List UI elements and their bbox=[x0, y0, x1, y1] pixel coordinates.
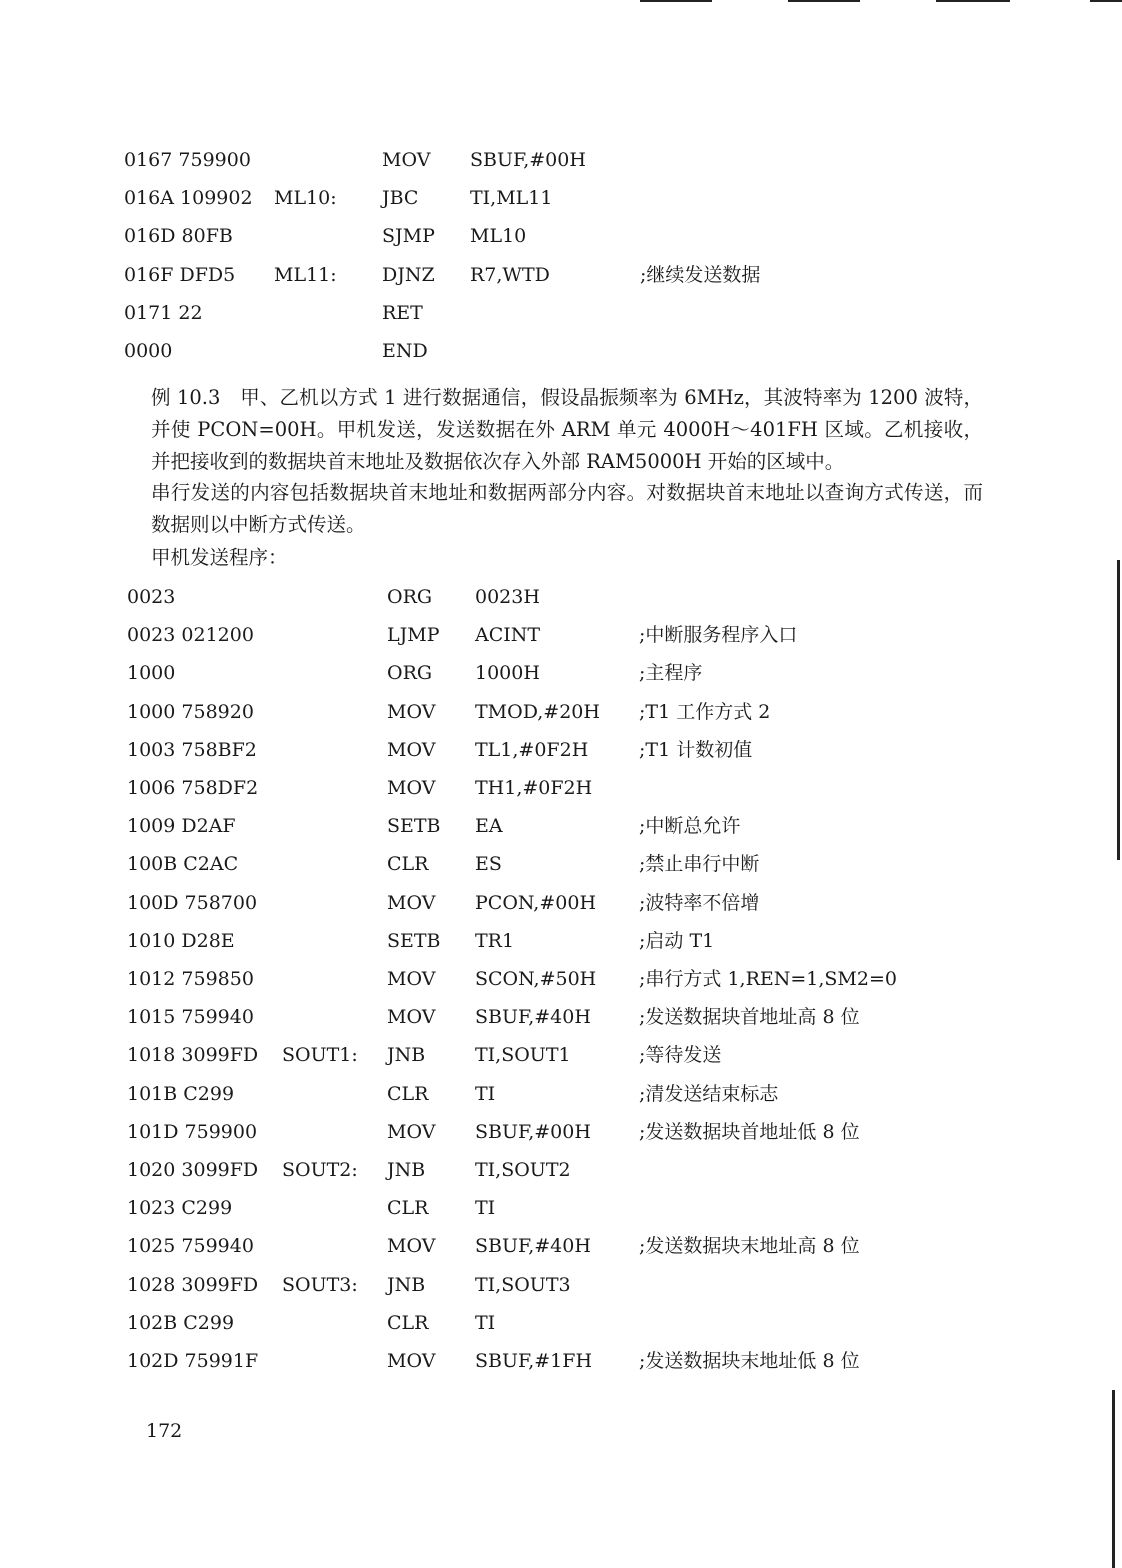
code-comment: ;中断服务程序入口 bbox=[639, 624, 798, 647]
code-line bbox=[127, 811, 987, 841]
code-operand: PCON,#00H bbox=[475, 891, 597, 914]
code-mnemonic: END bbox=[382, 340, 428, 362]
code-label: ML11: bbox=[274, 263, 337, 286]
code-line bbox=[127, 773, 987, 803]
code-line bbox=[127, 1346, 987, 1376]
code-address: 102D 75991F bbox=[127, 1350, 259, 1372]
code-line bbox=[127, 849, 987, 879]
code-operand: TI bbox=[475, 1197, 496, 1220]
code-address: 0023 bbox=[127, 586, 176, 608]
code-address: 016D 80FB bbox=[124, 225, 233, 248]
code-address: 1010 D28E bbox=[127, 929, 235, 952]
code-operand: SBUF,#40H bbox=[475, 1235, 591, 1258]
code-operand: TI,SOUT2 bbox=[475, 1159, 571, 1181]
code-line bbox=[127, 658, 987, 688]
code-line bbox=[127, 697, 987, 727]
code-operand: SBUF,#00H bbox=[470, 149, 586, 171]
code-address: 0167 759900 bbox=[124, 149, 251, 171]
code-mnemonic: MOV bbox=[387, 777, 436, 799]
code-comment: ;发送数据块首地址低 8 位 bbox=[639, 1120, 860, 1143]
code-address: 101B C299 bbox=[127, 1082, 235, 1105]
code-line bbox=[124, 145, 984, 175]
code-comment: ;T1 工作方式 2 bbox=[639, 700, 771, 723]
code-line bbox=[127, 1308, 987, 1338]
code-line bbox=[127, 1155, 987, 1185]
code-label: ML10: bbox=[274, 187, 337, 210]
binding-edge bbox=[1117, 560, 1120, 860]
code-address: 0000 bbox=[124, 340, 173, 362]
code-label: SOUT3: bbox=[282, 1273, 358, 1296]
example-paragraph bbox=[113, 382, 983, 478]
code-comment: ;等待发送 bbox=[639, 1044, 722, 1067]
code-line bbox=[124, 183, 984, 213]
code-mnemonic: LJMP bbox=[387, 624, 440, 647]
code-comment: ;继续发送数据 bbox=[640, 263, 761, 286]
code-line bbox=[127, 735, 987, 765]
code-operand: TI,ML11 bbox=[470, 187, 553, 210]
code-line bbox=[127, 926, 987, 956]
program-heading-text: 甲机发送程序： bbox=[151, 546, 288, 569]
code-address: 1020 3099FD bbox=[127, 1159, 259, 1181]
code-mnemonic: RET bbox=[382, 301, 423, 324]
code-mnemonic: SETB bbox=[387, 929, 441, 952]
code-mnemonic: CLR bbox=[387, 1197, 429, 1220]
code-address: 1015 759940 bbox=[127, 1006, 254, 1029]
code-line bbox=[127, 1193, 987, 1223]
code-mnemonic: SJMP bbox=[382, 225, 435, 248]
example-text: 例 10.3 甲、乙机以方式 1 进行数据通信，假设晶振频率为 6MHz，其波特率为 1200 波特，并使 PCON=00H。甲机发送，发送数据在外 ARM 单元 4000H～401FH 区域。乙机接收，并把接收到的数据块首末地址及数据依次存入外部 RAM5000H 开始的区域中。 bbox=[151, 386, 983, 473]
code-address: 1009 D2AF bbox=[127, 815, 236, 838]
code-address: 1025 759940 bbox=[127, 1235, 254, 1258]
code-mnemonic: JNB bbox=[387, 1044, 426, 1067]
code-operand: EA bbox=[475, 815, 503, 838]
code-operand: TI bbox=[475, 1082, 496, 1105]
code-mnemonic: ORG bbox=[387, 662, 433, 685]
code-comment: ;禁止串行中断 bbox=[639, 853, 760, 876]
code-mnemonic: CLR bbox=[387, 853, 429, 876]
code-label: SOUT2: bbox=[282, 1159, 358, 1181]
code-line bbox=[124, 221, 984, 251]
code-line bbox=[127, 620, 987, 650]
explanation-paragraph bbox=[113, 477, 983, 541]
code-mnemonic: JBC bbox=[382, 187, 419, 210]
top-rule bbox=[936, 0, 1010, 2]
code-line bbox=[127, 1040, 987, 1070]
code-comment: ;发送数据块末地址高 8 位 bbox=[639, 1235, 860, 1258]
code-comment: ;串行方式 1,REN=1,SM2=0 bbox=[639, 968, 897, 990]
code-address: 1006 758DF2 bbox=[127, 777, 259, 799]
code-line bbox=[124, 336, 984, 366]
code-operand: 1000H bbox=[475, 662, 540, 685]
code-mnemonic: MOV bbox=[387, 1006, 436, 1029]
code-operand: ML10 bbox=[470, 225, 527, 248]
code-mnemonic: MOV bbox=[387, 1120, 436, 1143]
code-mnemonic: MOV bbox=[387, 700, 436, 723]
code-operand: TR1 bbox=[475, 929, 515, 952]
code-mnemonic: MOV bbox=[387, 738, 436, 761]
code-mnemonic: DJNZ bbox=[382, 263, 435, 286]
explanation-text: 串行发送的内容包括数据块首末地址和数据两部分内容。对数据块首末地址以查询方式传送，而数据则以中断方式传送。 bbox=[151, 481, 983, 536]
code-mnemonic: MOV bbox=[382, 149, 431, 171]
code-address: 0171 22 bbox=[124, 301, 203, 324]
top-rule bbox=[640, 0, 712, 2]
code-operand: TMOD,#20H bbox=[475, 700, 600, 723]
code-line bbox=[127, 964, 987, 994]
code-address: 1000 758920 bbox=[127, 700, 254, 723]
code-operand: SBUF,#00H bbox=[475, 1120, 591, 1143]
code-address: 016F DFD5 bbox=[124, 263, 236, 286]
binding-edge bbox=[1112, 1390, 1115, 1568]
code-address: 101D 759900 bbox=[127, 1120, 258, 1143]
code-operand: 0023H bbox=[475, 586, 540, 608]
code-line bbox=[127, 1117, 987, 1147]
code-line bbox=[127, 582, 987, 612]
code-operand: TI,SOUT1 bbox=[475, 1044, 571, 1067]
code-comment: ;发送数据块末地址低 8 位 bbox=[639, 1350, 860, 1372]
code-line bbox=[127, 888, 987, 918]
code-mnemonic: CLR bbox=[387, 1311, 429, 1334]
code-address: 100B C2AC bbox=[127, 853, 239, 876]
code-comment: ;启动 T1 bbox=[639, 929, 715, 952]
code-address: 1000 bbox=[127, 662, 176, 685]
top-rule bbox=[1090, 0, 1122, 2]
code-address: 016A 109902 bbox=[124, 187, 253, 210]
code-label: SOUT1: bbox=[282, 1044, 358, 1067]
code-operand: ACINT bbox=[475, 624, 541, 647]
code-comment: ;主程序 bbox=[639, 662, 703, 685]
code-operand: TI bbox=[475, 1311, 496, 1334]
code-mnemonic: JNB bbox=[387, 1159, 426, 1181]
code-comment: ;波特率不倍增 bbox=[639, 891, 760, 914]
code-line bbox=[127, 1002, 987, 1032]
code-address: 1003 758BF2 bbox=[127, 738, 257, 761]
code-operand: TL1,#0F2H bbox=[475, 738, 589, 761]
code-operand: TI,SOUT3 bbox=[475, 1273, 571, 1296]
top-rule bbox=[788, 0, 860, 2]
code-comment: ;清发送结束标志 bbox=[639, 1082, 779, 1105]
code-comment: ;中断总允许 bbox=[639, 815, 741, 838]
code-line bbox=[127, 1231, 987, 1261]
code-operand: SBUF,#1FH bbox=[475, 1350, 593, 1372]
program-heading bbox=[113, 542, 983, 574]
code-address: 100D 758700 bbox=[127, 891, 258, 914]
code-address: 1023 C299 bbox=[127, 1197, 233, 1220]
code-comment: ;发送数据块首地址高 8 位 bbox=[639, 1006, 860, 1029]
code-operand: ES bbox=[475, 853, 502, 876]
code-line bbox=[124, 260, 984, 290]
code-address: 1012 759850 bbox=[127, 968, 254, 990]
code-address: 0023 021200 bbox=[127, 624, 254, 647]
code-address: 1018 3099FD bbox=[127, 1044, 259, 1067]
code-line bbox=[127, 1270, 987, 1300]
code-line bbox=[127, 1079, 987, 1109]
code-operand: SBUF,#40H bbox=[475, 1006, 591, 1029]
page-number: 172 bbox=[146, 1420, 183, 1442]
code-operand: R7,WTD bbox=[470, 263, 550, 286]
code-mnemonic: SETB bbox=[387, 815, 441, 838]
code-mnemonic: MOV bbox=[387, 968, 436, 990]
code-mnemonic: MOV bbox=[387, 891, 436, 914]
code-mnemonic: JNB bbox=[387, 1273, 426, 1296]
code-mnemonic: MOV bbox=[387, 1235, 436, 1258]
code-mnemonic: ORG bbox=[387, 586, 433, 608]
code-comment: ;T1 计数初值 bbox=[639, 738, 753, 761]
code-address: 1028 3099FD bbox=[127, 1273, 259, 1296]
code-mnemonic: MOV bbox=[387, 1350, 436, 1372]
code-line bbox=[124, 298, 984, 328]
code-operand: TH1,#0F2H bbox=[475, 777, 593, 799]
code-mnemonic: CLR bbox=[387, 1082, 429, 1105]
code-address: 102B C299 bbox=[127, 1311, 235, 1334]
code-operand: SCON,#50H bbox=[475, 968, 597, 990]
